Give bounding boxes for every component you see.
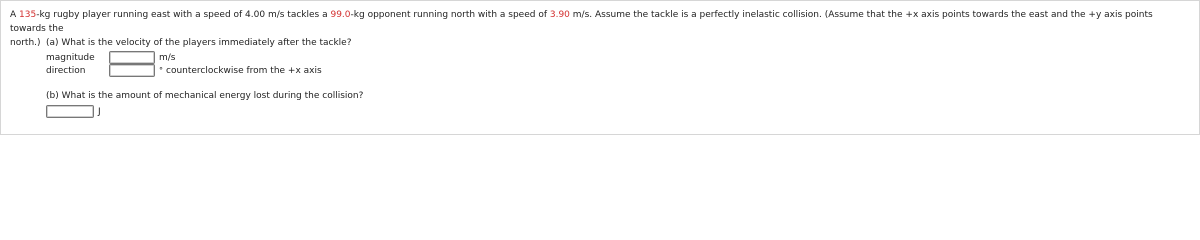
mass-2-value: 99.0 <box>330 10 351 20</box>
problem-text-1: A <box>10 10 20 20</box>
part-b-question: (b) What is the amount of mechanical energy lost during the collision? <box>46 91 364 101</box>
mass-1-value: 135 <box>19 10 37 20</box>
degree-symbol: ° <box>159 66 163 75</box>
problem-text-2: -kg rugby player running east with a speed of 4.00 m/s tackles a <box>36 10 331 20</box>
direction-unit: counterclockwise from the +x axis <box>166 66 322 76</box>
energy-unit: J <box>98 107 101 117</box>
part-a-question: (a) What is the velocity of the players immediately after the tackle? <box>46 38 352 48</box>
magnitude-input[interactable] <box>109 51 155 64</box>
problem-text-5: north.) <box>10 38 41 48</box>
direction-unit-row <box>159 64 322 78</box>
magnitude-label: magnitude <box>46 53 95 63</box>
speed-2-value: 3.90 <box>549 10 570 20</box>
problem-text-4: m/s. Assume the tackle is a perfectly inelastic collision. (Assume that the +x axis points towards the east and the +y axis points towards the <box>10 10 1153 34</box>
direction-input[interactable] <box>109 64 155 77</box>
direction-label: direction <box>46 66 86 76</box>
energy-input[interactable] <box>46 105 94 118</box>
problem-text-3: -kg opponent running north with a speed of <box>350 10 550 20</box>
magnitude-unit: m/s <box>159 53 176 63</box>
